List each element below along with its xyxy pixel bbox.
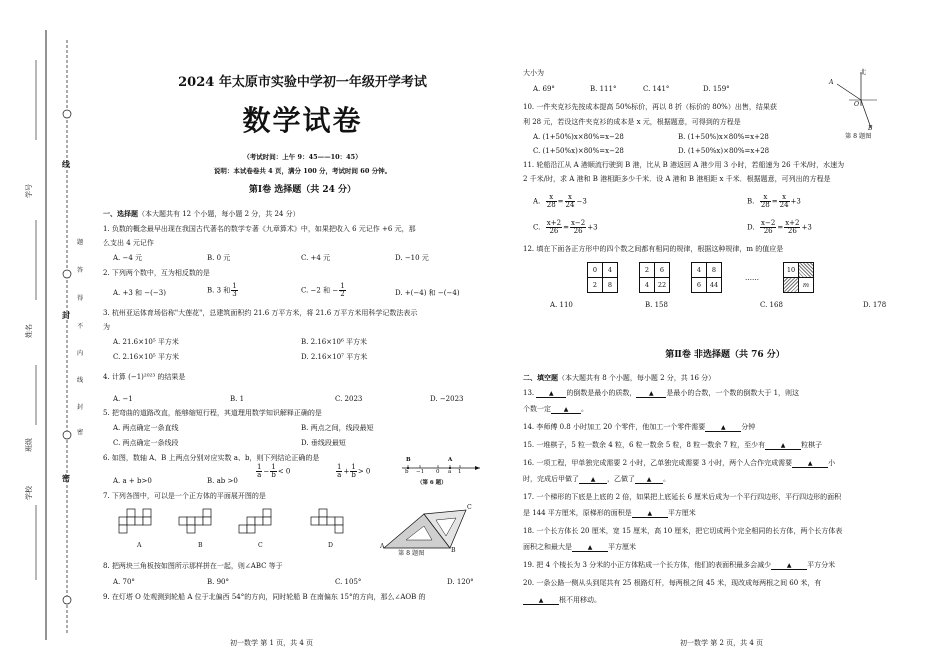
q8-fig-caption: 第 8 题图: [398, 550, 425, 557]
q1-option-b: B. 0 元: [207, 254, 231, 262]
q11-stem: 11. 轮船沿江从 A 港顺流行驶到 B 港，比从 B 港返回 A 港少用 3 小时，若船速为 26 千米/时，水速为: [523, 161, 845, 169]
q12-stem: 12. 填在下面各正方形中的四个数之间都有相同的规律，根据这种规律，m 的值应是: [523, 245, 784, 253]
school-label: 学校: [25, 486, 33, 500]
binding-lines: [0, 0, 95, 672]
q5-stem: 5. 把弯曲的道路改直，能够缩短行程，其道理用数学知识解释正确的是: [103, 409, 322, 417]
q12-option-d: D. 178: [863, 301, 887, 309]
q9-option-a: A. 69°: [533, 85, 555, 93]
q15-line: 15. 一堆棋子，5 粒一数余 4 粒，6 粒一数余 5 粒，8 粒一数余 7 粒，至少有 ▲ 粒棋子: [523, 441, 823, 449]
q14-line: 14. 李师傅 0.8 小时加工 20 个零件，他加工一个零件需要 ▲ 分钟: [523, 423, 756, 431]
q12-option-b: B. 158: [645, 301, 668, 309]
footer-left: 初一数学 第 1 页，共 4 页: [230, 639, 314, 647]
q10-option-b: B. (1+50%)x×80%=x+28: [678, 133, 769, 141]
q16-line1: 16. 一项工程，甲单独完成需要 2 小时，乙单独完成需要 3 小时，两个人合作完成需要 ▲ 小: [523, 459, 836, 467]
q12-grid-3: 4 8 6 44: [691, 262, 722, 293]
q9-stem2: 大小为: [523, 69, 544, 77]
q4-option-b: B. 1: [230, 395, 245, 403]
q6-option-b: B. ab >0: [207, 477, 238, 485]
q6-tick-b: b: [405, 469, 409, 475]
compass-point-o: O: [854, 101, 860, 108]
subject-title: 数学试卷: [242, 104, 363, 137]
q6-label-a: A: [448, 457, 453, 463]
exam-title: 2024 年太原市实验中学初一年级开学考试: [178, 75, 427, 90]
q6-fig-caption: （第 6 题）: [417, 480, 447, 486]
compass-north: 北: [860, 69, 867, 76]
q12-option-c: C. 168: [760, 301, 783, 309]
q3-option-a: A. 21.6×10⁵ 平方米: [113, 338, 179, 346]
q5-option-b: B. 两点之间，线段最短: [301, 424, 374, 432]
q1-option-d: D. −10 元: [395, 254, 429, 262]
section1-title: 一、选择题（本大题共有 12 个小题，每小题 2 分，共 24 分）: [103, 209, 300, 218]
q1-stem2: 么支出 4 元记作: [103, 239, 154, 247]
q3-option-b: B. 2.16×10⁶ 平方米: [301, 338, 367, 346]
q11-option-c: C. $\frac{x+2}{26}$ = $\frac{x-2}{26}$ +3: [533, 219, 598, 235]
notice-char-1: 题: [77, 239, 84, 246]
q18-line2: 面积之和最大是 ▲ 平方厘米: [523, 543, 636, 551]
q5-option-d: D. 垂线段最短: [301, 439, 346, 447]
q8-stem: 8. 把两块三角板按如图所示那样拼在一起，则∠ABC 等于: [103, 562, 283, 570]
q9-option-c: C. 141°: [643, 85, 670, 93]
q3-stem: 3. 杭州亚运体育场俗称"大莲花"，总建筑面积约 21.6 万平方米，将 21.6 万平方米用科学记数法表示: [103, 309, 418, 317]
q18-line1: 18. 一个长方体长 20 厘米，宽 15 厘米，高 10 厘米，把它切成两个完全相同的长方体，两个长方体表: [523, 527, 843, 535]
page-left: [95, 0, 510, 672]
q13-line1: 13. ▲ 的倒数是最小的质数， ▲ 是最小的合数，一个数的倒数大于 1，则这: [523, 389, 800, 397]
q6-tick-a: a: [448, 469, 452, 475]
q2-option-c: C. −2 和 − $\frac{1}{2}$: [301, 282, 345, 298]
q9-option-d: D. 159°: [703, 85, 730, 93]
q8-point-a: A: [380, 543, 385, 550]
q9-option-b: B. 111°: [590, 85, 617, 93]
instructions: 说明：本试卷卷共 4 页，满分 100 分，考试时间 60 分钟。: [213, 167, 392, 175]
q7-label-c: C: [258, 542, 263, 549]
sealed-label: 密: [62, 473, 70, 483]
q2-option-d: D. +(−4) 和 −(−4): [395, 289, 460, 297]
q4-option-c: C. 2023: [335, 395, 363, 403]
q20-line2: ▲ 根不用移动。: [523, 597, 601, 605]
q11-option-d: D. $\frac{x-2}{26}$ = $\frac{x+2}{26}$ +3: [747, 219, 812, 235]
q5-option-c: C. 两点确定一条线段: [113, 439, 179, 447]
q11-option-a: A. $\frac{x}{28}$ = $\frac{x}{24}$ −3: [533, 193, 587, 209]
q7-label-a: A: [137, 542, 142, 549]
q17-line1: 17. 一个梯形的下底是上底的 2 倍，如果把上底延长 6 厘米后成为一个平行四边形，平行四边形的面积: [523, 493, 842, 501]
q16-line2: 时，完成后甲做了 ▲ ，乙做了 ▲ 。: [523, 475, 670, 483]
q20-line1: 20. 一条公路一侧从头到尾共有 25 根路灯杆，每两根之间 45 米，现改成每两根之间 60 米，有: [523, 579, 822, 587]
q7-label-d: D: [328, 542, 333, 549]
q8-option-d: D. 120°: [447, 578, 474, 586]
q10-stem2: 利 28 元，若设这件夹克衫的成本是 x 元，根据题意，可得到的方程是: [523, 118, 741, 126]
line-label: 线: [62, 159, 70, 169]
part2-heading: 第Ⅱ卷 非选择题（共 76 分）: [665, 350, 785, 360]
q7-stem: 7. 下列各图中，可以是一个正方体的平面展开图的是: [103, 492, 266, 500]
q6-tick-0: 0: [436, 469, 440, 475]
q10-option-c: C. (1+50%x)×80%=x−28: [533, 147, 624, 155]
q8-option-b: B. 90°: [207, 578, 230, 586]
q10-stem: 10. 一件夹克衫先按成本提高 50%标价，再以 8 折（标价的 80%）出售，结果获: [523, 103, 777, 111]
q7-nets-figure: [113, 505, 383, 539]
q4-option-d: D. −2023: [430, 395, 464, 403]
class-label: 班级: [25, 438, 33, 452]
q12-grid-2: 2 6 4 22: [639, 262, 670, 293]
compass-point-b: B: [868, 125, 873, 132]
q12-grid-1: 0 4 2 8: [587, 262, 618, 293]
q1-option-a: A. −4 元: [113, 254, 143, 262]
notice-char-3: 得: [77, 295, 84, 302]
footer-right: 初一数学 第 2 页，共 4 页: [680, 639, 764, 647]
q8-option-c: C. 105°: [335, 578, 362, 586]
q7-label-b: B: [198, 542, 203, 549]
q4-stem: 4. 计算 (−1)²⁰²³ 的结果是: [103, 373, 186, 381]
notice-char-5: 内: [77, 350, 84, 357]
compass-point-a: A: [829, 79, 834, 86]
q6-cond1: $\frac{1}{a}$ − $\frac{1}{b}$ < 0: [257, 463, 291, 479]
q2-stem: 2. 下列两个数中，互为相反数的是: [103, 269, 210, 277]
q1-stem: 1. 负数的概念最早出现在我国古代著名的数学专著《九章算术》中，如果把收入 6 元记作 +6 元，那: [103, 225, 416, 233]
q8-option-a: A. 70°: [113, 578, 135, 586]
q6-stem: 6. 如图，数轴 A、B 上两点分别对应实数 a、b，则下列结论正确的是: [103, 454, 320, 462]
q8-point-b: B: [451, 547, 456, 554]
page-right: [515, 0, 935, 672]
q6-option-a: A. a + b>0: [113, 477, 152, 485]
q12-option-a: A. 110: [550, 301, 573, 309]
section2-title: 二、填空题（本大题共有 8 个小题，每小题 2 分，共 16 分）: [523, 373, 716, 382]
q11-option-b: B. $\frac{x}{28}$ = $\frac{x}{24}$ +3: [747, 193, 801, 209]
notice-char-7: 封: [77, 404, 84, 411]
q9-fig-caption: 第 8 题图: [845, 133, 872, 140]
q2-option-a: A. +3 和 −(−3): [113, 289, 166, 297]
notice-char-6: 线: [77, 377, 84, 384]
q8-point-c: C: [467, 504, 472, 511]
q6-tick-1: 1: [458, 469, 462, 475]
q11-stem2: 2 千米/时，求 A 港和 B 港相距多少千米．设 A 港和 B 港相距 x 千米．根据题意，可列出的方程是: [523, 175, 831, 183]
student-no-label: 学号: [25, 184, 33, 198]
q5-option-a: A. 两点确定一条直线: [113, 424, 179, 432]
q17-line2: 是 144 平方厘米，原梯形的面积是 ▲ 平方厘米: [523, 509, 696, 517]
q4-option-a: A. −1: [113, 395, 133, 403]
notice-char-8: 密: [77, 429, 84, 436]
q12-dots: ……: [745, 274, 759, 282]
q1-option-c: C. +4 元: [301, 254, 331, 262]
q10-option-d: D. (1+50%x)×80%=x+28: [678, 147, 770, 155]
q3-option-d: D. 2.16×10⁷ 平方米: [301, 353, 368, 361]
part1-heading: 第Ⅰ卷 选择题（共 24 分）: [248, 185, 357, 195]
seal-label: 封: [62, 310, 70, 320]
binding-margin: [0, 0, 95, 672]
q13-line2: 个数一定 ▲ 。: [523, 405, 588, 413]
q19-line: 19. 把 4 个棱长为 3 分米的小正方体粘成一个长方体，他们的表面积最多会减少 ▲ 平方分米: [523, 561, 836, 569]
exam-time: （考试时间：上午 9：45——10：45）: [243, 153, 362, 161]
q2-option-b: B. 3 和 $\frac{1}{3}$: [207, 282, 237, 298]
name-label: 姓名: [25, 324, 33, 338]
q10-option-a: A. (1+50%)x×80%=x−28: [533, 133, 624, 141]
notice-char-2: 答: [77, 267, 84, 274]
q3-stem2: 为: [103, 323, 110, 331]
q9-stem: 9. 在灯塔 O 处观测到轮船 A 位于北偏西 54°的方向，同时轮船 B 在南偏东 15°的方向，那么∠AOB 的: [103, 593, 426, 601]
q6-tick-neg1: −1: [416, 469, 425, 475]
q8-triangles-figure: [380, 506, 480, 556]
notice-char-4: 不: [77, 323, 84, 330]
q3-option-c: C. 2.16×10⁵ 平方米: [113, 353, 179, 361]
q12-grid-4: 10 m: [783, 262, 814, 293]
q6-cond2: $\frac{1}{a}$ + $\frac{1}{b}$ > 0: [337, 463, 371, 479]
q6-label-b: B: [406, 457, 411, 463]
